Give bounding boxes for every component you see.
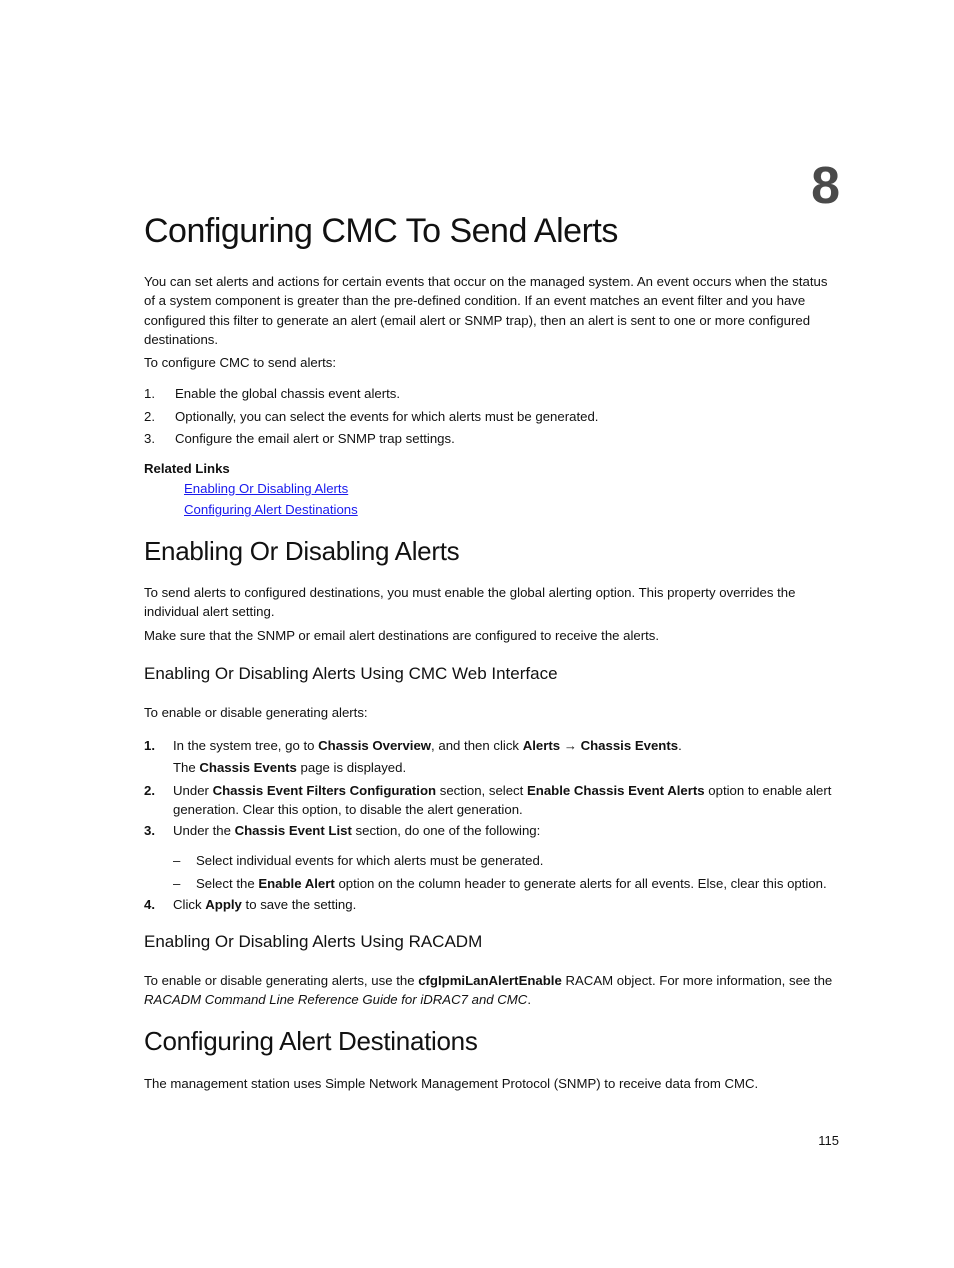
section-para: The management station uses Simple Network Management Protocol (SNMP) to receive data from CMC. — [144, 1076, 759, 1091]
page-number: 115 — [818, 1133, 839, 1148]
steps-intro: To configure CMC to send alerts: — [144, 355, 337, 370]
chapter-intro: You can set alerts and actions for certain events that occur on the managed system. An event occurs when the status of a system component is greater than the pre-defined condition. If an event matches an event filter and you have configured this filter to generate an alert (email alert or SNMP trap), then an alert is sent to one or more configured destinations. — [144, 274, 828, 348]
chapter-number: 8 — [811, 157, 839, 215]
link-enabling-or-disabling-alerts[interactable]: Enabling Or Disabling Alerts — [184, 481, 349, 496]
link-configuring-alert-destinations[interactable]: Configuring Alert Destinations — [184, 502, 358, 517]
section-title: Configuring Alert Destinations — [144, 1026, 478, 1056]
section-para: To send alerts to configured destinations, you must enable the global alerting option. This property overrides the individual alert setting. — [144, 585, 796, 620]
related-links-title: Related Links — [144, 461, 230, 476]
section-title: Enabling Or Disabling Alerts — [144, 536, 460, 566]
subsection-para: To enable or disable generating alerts, use the cfgIpmiLanAlertEnable RACAM object. For more information, see the RACADM Command Line Reference Guide for iDRAC7 and CMC. — [144, 973, 833, 1008]
subsection-title: Enabling Or Disabling Alerts Using RACADM — [144, 932, 483, 951]
document-page: 8 Configuring CMC To Send Alerts You can set alerts and actions for certain events that occur on the managed system. An event occurs when the status of a system component is greater than the pre-defined condition. If an event matches an event filter and you have configured this filter to generate an alert (email alert or SNMP trap), then an alert is sent to one or more configured destinations. To configure CMC to send alerts: 1. Enable the global chassis event alerts. 2. Optionally, you can select the events for which alerts must be generated. 3. Configure the email alert or SNMP trap settings. Related Links Enabling Or Disabling Alerts Configuring Alert Destinations Enabling Or Disabling Alerts To send alerts to configured destinations, you must enable the global alerting option. This property overrides the individual alert setting. Make sure that the SNMP or email alert destinations are configured to receive the alerts. Enabling Or Disabling Alerts Using CMC Web Interface To enable or disable generating alerts: 1. In the system tree, go to Chassis Overview, and then click Alerts → Chassis Events. The Chassis Events page is displayed. 2. Under Chassis Event Filters Configuration section, select Enable Chassis Event Alerts option to enable alert generation. Clear this option, to disable the alert generation. 3. Under the Chassis Event List section, do one of the following: – Select individual events for which alerts must be generated. – Select the Enable Alert option on the column header to generate alerts for all events. Else, clear this option. 4. Click Apply to save the setting. Enabling Or Disabling Alerts Using RACADM To enable or disable generating alerts, use the cfgIpmiLanAlertEnable RACAM object. For more information, see the RACADM Command Line Reference Guide for iDRAC7 and CMC. Configuring Alert Destinations The management station uses Simple Network Management Protocol (SNMP) to receive data from CMC. 115 — [144, 157, 839, 1148]
step-note: The Chassis Events page is displayed. — [173, 760, 407, 775]
chapter-title: Configuring CMC To Send Alerts — [144, 212, 618, 250]
section-para: Make sure that the SNMP or email alert destinations are configured to receive the alerts. — [144, 628, 660, 643]
subsection-intro: To enable or disable generating alerts: — [144, 705, 368, 720]
subsection-title: Enabling Or Disabling Alerts Using CMC Web Interface — [144, 664, 558, 683]
